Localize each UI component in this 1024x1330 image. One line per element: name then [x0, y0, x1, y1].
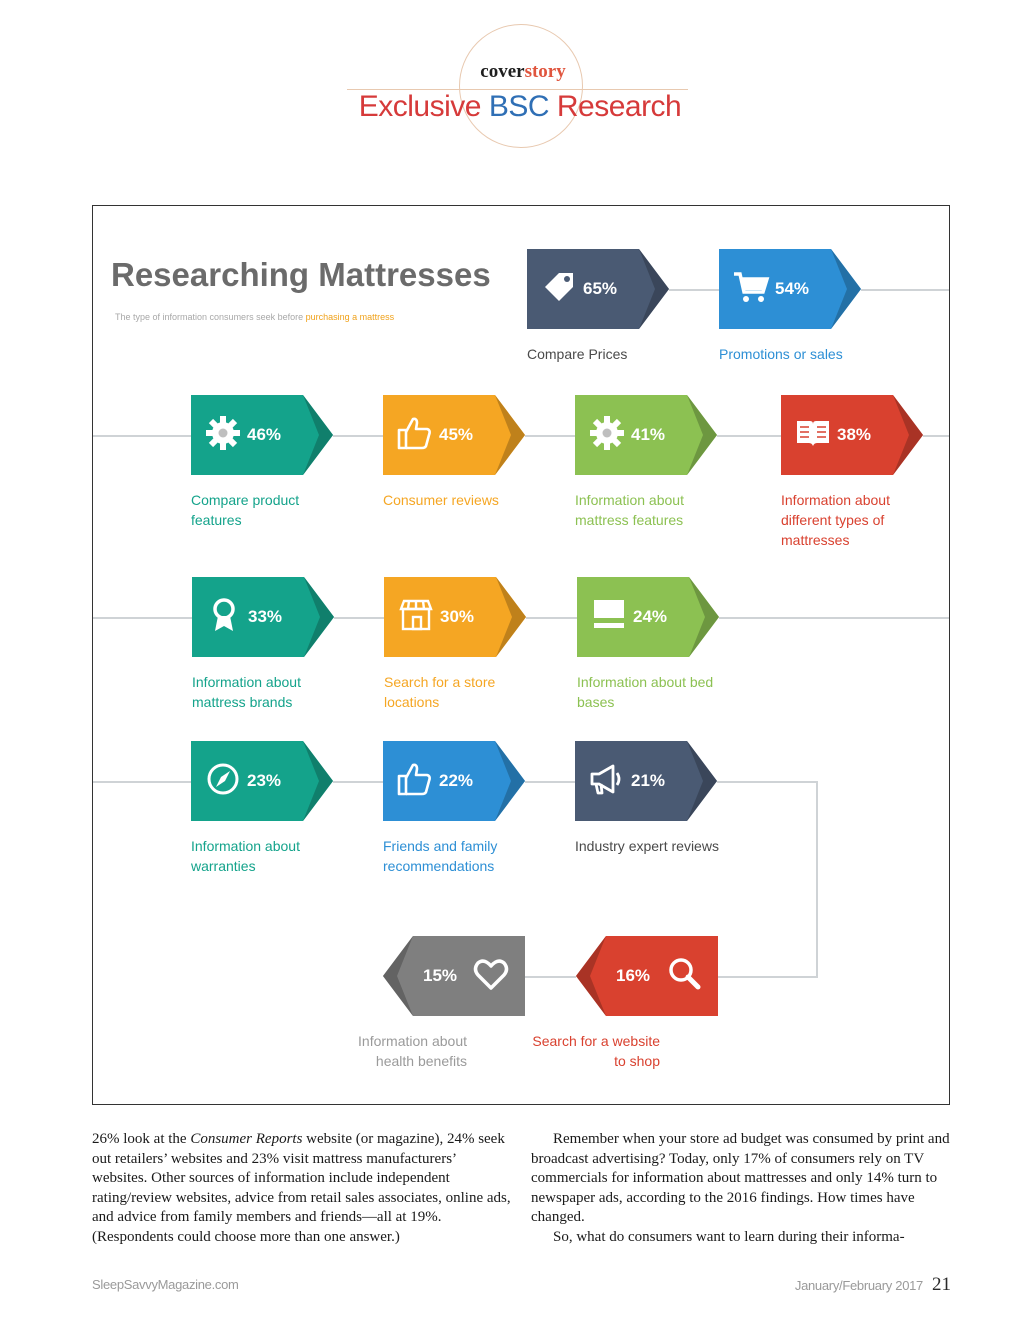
- tile-percent: 24%: [633, 607, 668, 626]
- infographic-subtitle: The type of information consumers seek before purchasing a mattress: [115, 312, 395, 322]
- info-tile: [577, 577, 719, 657]
- tile-percent: 65%: [583, 279, 618, 298]
- info-tile: [781, 395, 923, 475]
- book-icon: [793, 413, 833, 453]
- tile-label: Promotions or sales: [719, 346, 843, 362]
- info-tile: [719, 249, 861, 329]
- info-tile: [575, 741, 717, 821]
- compass-icon: [203, 759, 243, 799]
- tile-label: Compare Prices: [527, 346, 628, 362]
- connector-line: [525, 781, 575, 783]
- tile-percent: 45%: [439, 425, 474, 444]
- connector-line: [719, 617, 950, 619]
- connector-line: [93, 435, 191, 437]
- megaphone-icon: [587, 759, 627, 799]
- connector-line: [923, 435, 950, 437]
- connector-line: [333, 781, 383, 783]
- info-tile: [527, 249, 669, 329]
- tile-label: Search for a website to shop: [532, 1033, 660, 1069]
- tile-percent: 22%: [439, 771, 474, 790]
- award-ribbon-icon: [204, 595, 244, 635]
- body-paragraph: 26% look at the Consumer Reports website (or magazine), 24% seek out retailers’ websites and 23% visit mattress manufacturers’ websites. Other sources of information include independent rating/review websites, advice from retail sales associates, online ads, and advice from family members and friends—all at 19%. (Respondents could choose more than one answer.): [92, 1131, 511, 1245]
- connector-line: [525, 435, 575, 437]
- info-tile: [191, 395, 333, 475]
- tile-label: Information about bed bases: [577, 674, 714, 710]
- section-label: coverstory: [480, 61, 566, 82]
- info-tile: [383, 936, 525, 1016]
- tile-percent: 16%: [616, 966, 651, 985]
- connector-line: [718, 976, 818, 978]
- tile-percent: 38%: [837, 425, 872, 444]
- tile-percent: 30%: [440, 607, 475, 626]
- tile-label: Search for a store locations: [384, 674, 496, 710]
- bed-base-icon: [589, 595, 629, 635]
- connector-line: [717, 781, 817, 783]
- info-tile: [576, 936, 718, 1016]
- tile-label: Information about different types of mattresses: [781, 492, 890, 548]
- connector-line: [861, 289, 950, 291]
- tile-label: Consumer reviews: [383, 492, 499, 508]
- footer-issue: January/February 2017: [794, 1278, 923, 1293]
- gear-icon: [587, 413, 627, 453]
- tile-percent: 33%: [248, 607, 283, 626]
- body-column-right: [531, 1130, 951, 1247]
- storefront-icon: [396, 595, 436, 635]
- tile-label: Information about warranties: [191, 838, 300, 874]
- gear-icon: [203, 413, 243, 453]
- tile-percent: 46%: [247, 425, 282, 444]
- connector-line: [816, 781, 818, 976]
- info-tile: [383, 741, 525, 821]
- body-column-left: [92, 1130, 512, 1247]
- info-tile: [575, 395, 717, 475]
- footer-site: SleepSavvyMagazine.com: [92, 1277, 239, 1292]
- connector-line: [93, 781, 191, 783]
- header-circle: [459, 24, 583, 148]
- page-title: Exclusive BSC Research: [358, 90, 682, 123]
- connector-line: [93, 617, 192, 619]
- search-icon: [664, 954, 704, 994]
- info-tile: [383, 395, 525, 475]
- infographic-frame: [92, 205, 950, 1105]
- connector-line: [334, 617, 384, 619]
- price-tag-icon: [539, 267, 579, 307]
- tile-percent: 21%: [631, 771, 666, 790]
- connector-line: [717, 435, 781, 437]
- page-number: 21: [932, 1274, 951, 1295]
- connector-line: [333, 435, 383, 437]
- infographic-title: Researching Mattresses: [111, 256, 491, 293]
- tile-label: Information about mattress features: [575, 492, 684, 528]
- tile-label: Compare product features: [191, 492, 300, 528]
- shopping-cart-icon: [731, 267, 771, 307]
- heart-icon: [471, 954, 511, 994]
- tile-percent: 23%: [247, 771, 282, 790]
- thumbs-up-icon: [395, 413, 435, 453]
- info-tile: [191, 741, 333, 821]
- connector-line: [669, 289, 721, 291]
- tile-percent: 15%: [423, 966, 458, 985]
- body-paragraph: So, what do consumers want to learn during their informa-: [553, 1228, 905, 1245]
- tile-percent: 41%: [631, 425, 666, 444]
- tile-label: Friends and family recommendations: [383, 838, 498, 874]
- tile-label: Industry expert reviews: [575, 838, 719, 854]
- thumbs-up-icon: [395, 759, 435, 799]
- body-paragraph: Remember when your store ad budget was consumed by print and broadcast advertising? Today, only 17% of consumers rely on TV commercials for information about mattresses and only 14% turn to newspaper ads, according to the 2016 findings. How times have changed.: [531, 1131, 950, 1225]
- tile-label: Information about health benefits: [358, 1033, 467, 1069]
- connector-line: [525, 976, 576, 978]
- info-tile: [384, 577, 526, 657]
- info-tile: [192, 577, 334, 657]
- tile-percent: 54%: [775, 279, 810, 298]
- tile-label: Information about mattress brands: [192, 674, 301, 710]
- connector-line: [526, 617, 577, 619]
